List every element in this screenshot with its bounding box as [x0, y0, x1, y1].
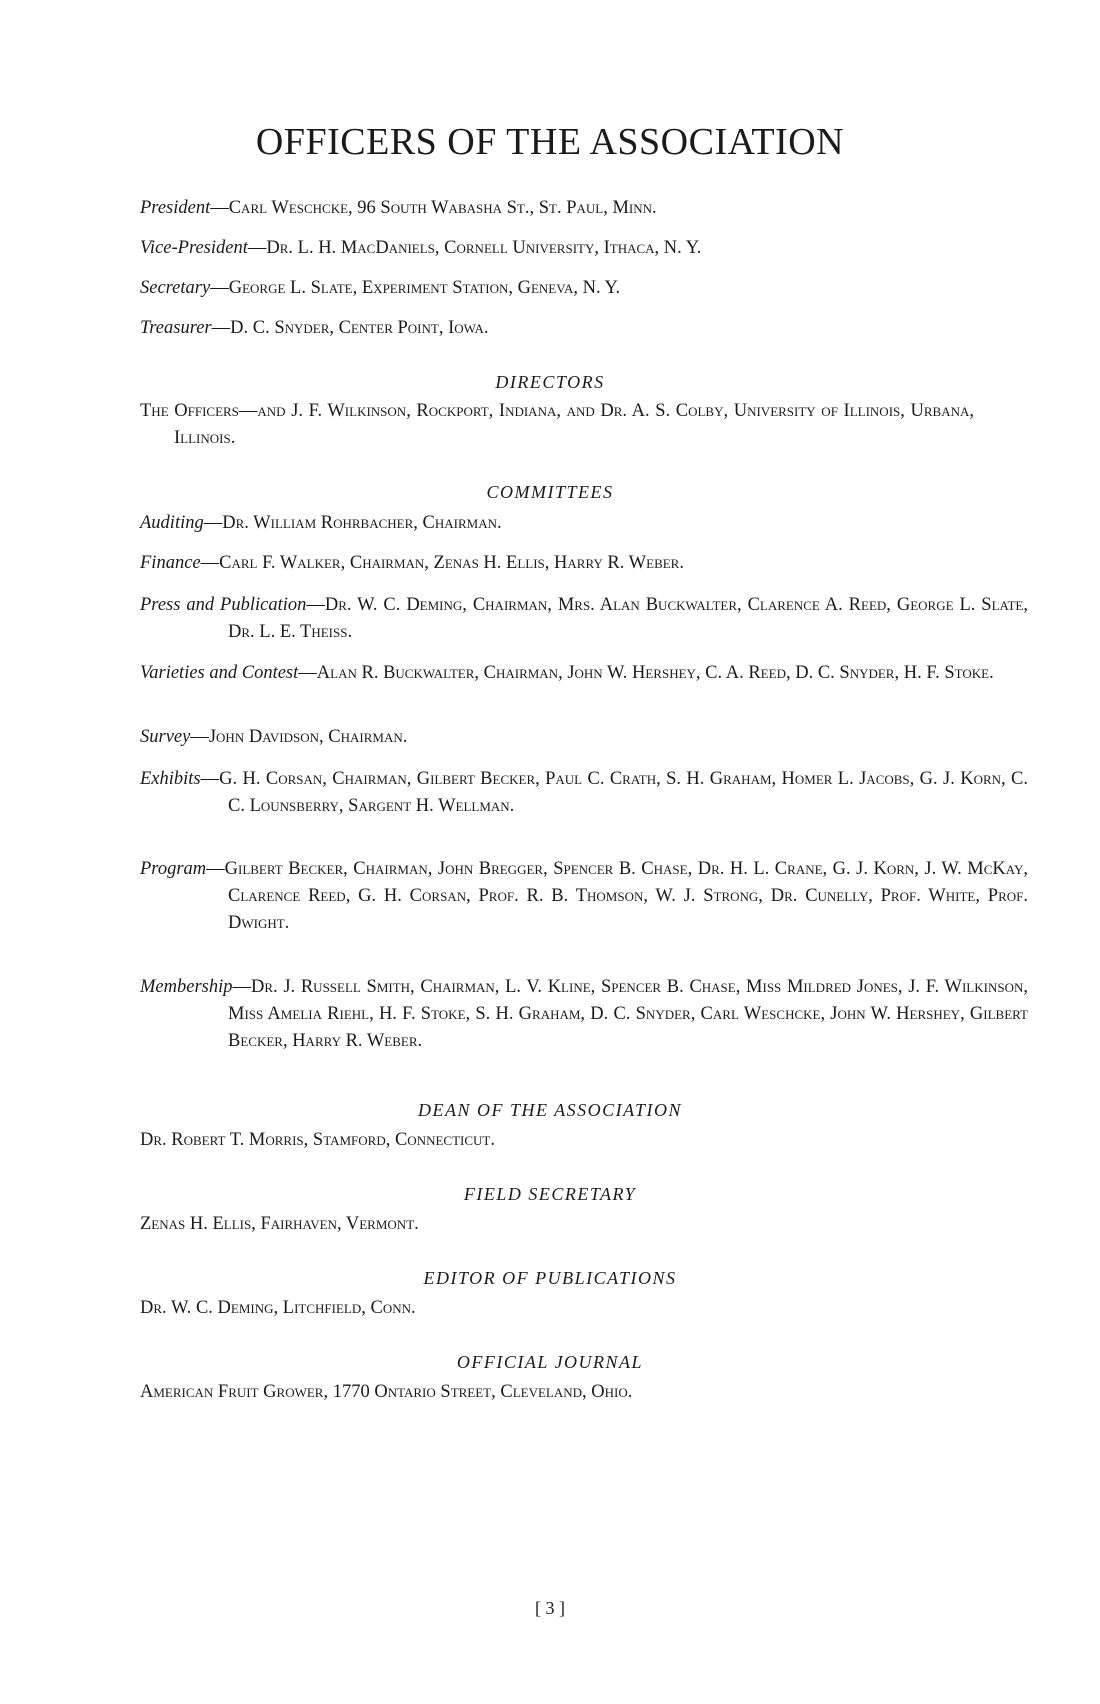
committee-text: Carl F. Walker, Chairman, Zenas H. Ellis, Harry R. Weber. [219, 553, 684, 573]
committee-label: Exhibits [140, 769, 201, 789]
officer-text: D. C. Snyder, Center Point, Iowa. [230, 318, 489, 338]
officer-vice-president: Vice-President—Dr. L. H. MacDaniels, Cornell University, Ithaca, N. Y. [140, 238, 702, 258]
officer-treasurer: Treasurer—D. C. Snyder, Center Point, Iowa. [140, 318, 489, 338]
committee-text: G. H. Corsan, Chairman, Gilbert Becker, Paul C. Crath, S. H. Graham, Homer L. Jacobs, G. J. Korn, C. C. Lounsberry, Sargent H. Wellman. [219, 769, 1028, 816]
directors-text: The Officers—and J. F. Wilkinson, Rockport, Indiana, and Dr. A. S. Colby, University of Illinois, Urbana, Illinois. [140, 401, 974, 448]
committee-program: Program—Gilbert Becker, Chairman, John Bregger, Spencer B. Chase, Dr. H. L. Crane, G. J. Korn, J. W. McKay, Clarence Reed, G. H. Corsan, Prof. R. B. Thomson, W. J. Strong, Dr. Cunelly, Prof. White, Prof. Dwight. [140, 859, 1028, 933]
page-title: OFFICERS OF THE ASSOCIATION [255, 121, 845, 163]
committee-auditing: Auditing—Dr. William Rohrbacher, Chairman. [140, 513, 502, 533]
dean-text: Dr. Robert T. Morris, Stamford, Connecticut. [140, 1130, 495, 1150]
officer-label: President [140, 198, 211, 218]
officer-text: Dr. L. H. MacDaniels, Cornell University, Ithaca, N. Y. [266, 238, 702, 258]
committee-varieties: Varieties and Contest—Alan R. Buckwalter, Chairman, John W. Hershey, C. A. Reed, D. C. Snyder, H. F. Stoke. [140, 663, 994, 683]
directors-heading: DIRECTORS [495, 372, 605, 392]
officer-label: Vice-President [140, 238, 248, 258]
officer-label: Treasurer [140, 318, 212, 338]
committee-membership: Membership—Dr. J. Russell Smith, Chairman, L. V. Kline, Spencer B. Chase, Miss Mildred Jones, J. F. Wilkinson, Miss Amelia Riehl, H. F. Stoke, S. H. Graham, D. C. Snyder, Carl Weschcke, John W. Hershey, Gilbert Becker, Harry R. Weber. [140, 977, 1028, 1051]
committee-finance: Finance—Carl F. Walker, Chairman, Zenas H. Ellis, Harry R. Weber. [140, 553, 684, 573]
committee-text: Gilbert Becker, Chairman, John Bregger, Spencer B. Chase, Dr. H. L. Crane, G. J. Korn, J. W. McKay, Clarence Reed, G. H. Corsan, Prof. R. B. Thomson, W. J. Strong, Dr. Cunelly, Prof. White, Prof. Dwight. [224, 859, 1028, 933]
committee-press: Press and Publication—Dr. W. C. Deming, Chairman, Mrs. Alan Buckwalter, Clarence A. Reed, George L. Slate, Dr. L. E. Theiss. [140, 595, 1028, 642]
officer-text: George L. Slate, Experiment Station, Geneva, N. Y. [228, 278, 621, 298]
officer-label: Secretary [140, 278, 211, 298]
officer-president: President—Carl Weschcke, 96 South Wabasha St., St. Paul, Minn. [140, 198, 657, 218]
committee-text: Dr. William Rohrbacher, Chairman. [222, 513, 502, 533]
committee-label: Survey [140, 727, 191, 747]
journal-text: American Fruit Grower, 1770 Ontario Street, Cleveland, Ohio. [140, 1382, 633, 1402]
committee-text: John Davidson, Chairman. [208, 727, 408, 747]
committee-text: Alan R. Buckwalter, Chairman, John W. Hershey, C. A. Reed, D. C. Snyder, H. F. Stoke. [316, 663, 994, 683]
committee-label: Press and Publication [140, 595, 307, 615]
committee-exhibits: Exhibits—G. H. Corsan, Chairman, Gilbert Becker, Paul C. Crath, S. H. Graham, Homer L. Jacobs, G. J. Korn, C. C. Lounsberry, Sargent H. Wellman. [140, 769, 1028, 816]
committee-label: Finance [140, 553, 201, 573]
committees-heading: COMMITTEES [486, 482, 614, 502]
officer-secretary: Secretary—George L. Slate, Experiment Station, Geneva, N. Y. [140, 278, 621, 298]
journal-heading: OFFICIAL JOURNAL [456, 1352, 644, 1372]
officer-text: Carl Weschcke, 96 South Wabasha St., St. Paul, Minn. [228, 198, 657, 218]
field-secretary-text: Zenas H. Ellis, Fairhaven, Vermont. [140, 1214, 419, 1234]
field-secretary-heading: FIELD SECRETARY [463, 1184, 637, 1204]
dean-heading: DEAN OF THE ASSOCIATION [418, 1100, 682, 1120]
committee-label: Membership [140, 977, 233, 997]
editor-heading: EDITOR OF PUBLICATIONS [423, 1268, 677, 1288]
committee-label: Varieties and Contest [140, 663, 299, 683]
editor-text: Dr. W. C. Deming, Litchfield, Conn. [140, 1298, 416, 1318]
page-number: [ 3 ] [535, 1598, 565, 1618]
committee-label: Program [140, 859, 207, 879]
committee-text: Dr. J. Russell Smith, Chairman, L. V. Kline, Spencer B. Chase, Miss Mildred Jones, J. F. Wilkinson, Miss Amelia Riehl, H. F. Stoke, S. H. Graham, D. C. Snyder, Carl Weschcke, John W. Hershey, Gilbert Becker, Harry R. Weber. [228, 977, 1028, 1051]
committee-text: Dr. W. C. Deming, Chairman, Mrs. Alan Buckwalter, Clarence A. Reed, George L. Slate, Dr. L. E. Theiss. [228, 595, 1028, 642]
committee-survey: Survey—John Davidson, Chairman. [140, 727, 408, 747]
committee-label: Auditing [140, 513, 204, 533]
